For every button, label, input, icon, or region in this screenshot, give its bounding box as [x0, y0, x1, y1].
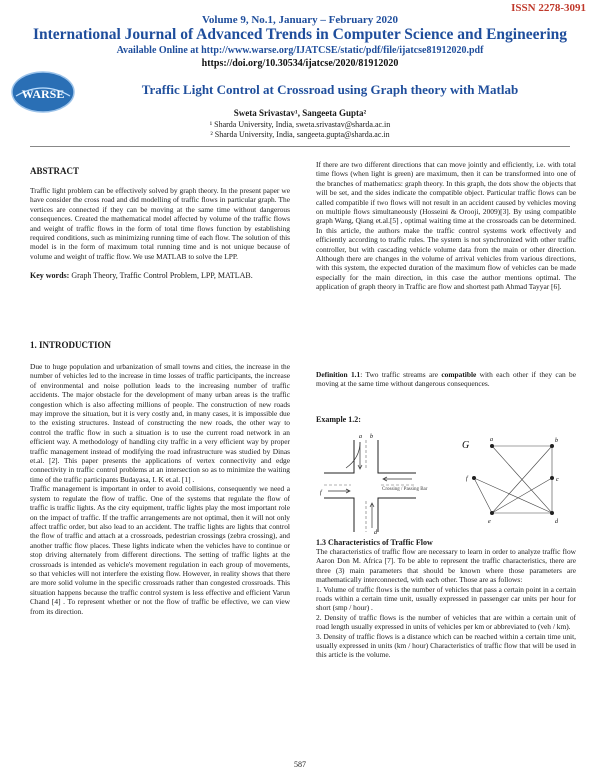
flow-label-d: d — [374, 530, 377, 536]
traffic-flow-item-3: 3. Density of traffic flows is a distance which can be reached within a certain time unit, usually expressed in units (km / hour) Characteristics of traffic flow that will be used in this article is the volume. — [316, 631, 576, 660]
doi-link[interactable]: https://doi.org/10.30534/ijatcse/2020/81912020 — [201, 58, 399, 69]
compatibility-graph — [462, 437, 559, 525]
definition-block — [316, 370, 576, 389]
introduction-section — [30, 340, 290, 616]
logo-text: WARSE — [21, 87, 65, 101]
right-column-text — [316, 160, 576, 292]
vertex-e: e — [488, 519, 491, 525]
keywords-text: Graph Theory, Traffic Control Problem, LPP, MATLAB. — [69, 271, 253, 281]
vertex-a: a — [490, 437, 493, 443]
intro-paragraph-2: Traffic management is important in order to avoid collisions, consequently we need a system to regulate the flow of traffic. One of the systems that regulate the flow of traffic is traffic lights. As the city equipment, traffic lights play the most important role on the impact of traffic. If the traffic arrangements are not optimal, then it will not only affect traffic order, but also lead to an accident. The traffic lights are lights that control the flow of traffic and attach at a crossroads, pedestrian crossings (zebra crossing), and another traffic flow places. These lights indicate when the vehicles have to continue or stop driving alternately from different directions. The setting of traffic lights at the crossroads is intended as vehicle's movement regulation in each group of movements, so that vehicles will not interfere the existing flow. However, in reality shows that there are more solid volume in the specific crossroads rather than congested crossroads. This situation happens because the traffic control system is less effective and efficient Varun Chand [4] . To represent whether or not the flow of traffic be effective, we can view from its direction. — [30, 484, 290, 616]
lane-markings — [324, 440, 416, 532]
affiliation-2: ² Sharda University, India, sangeeta.gupta@sharda.ac.in — [210, 130, 390, 139]
flow-label-b: b — [370, 434, 373, 440]
graph-vertices — [472, 444, 554, 515]
crossroad-figure — [316, 428, 580, 536]
keywords-line — [30, 271, 290, 281]
traffic-flow-heading: 1.3 Characteristics of Traffic Flow — [316, 538, 433, 547]
journal-title: International Journal of Advanced Trends in Computer Science and Engineering — [32, 26, 568, 43]
road-boundaries — [324, 440, 416, 532]
abstract-text: Traffic light problem can be effectively solved by graph theory. In the present paper we have consider the cross road and did modelling of traffic flows in particular graph. The vertices are connected if they can be moving at the same time without dangerous consequences. Created the mathematical model affected by volume of the traffic flows and weight of traffic flows in the form of total time flows function by establishing required conditions, such as minimizing running time of each flow. The solution of this model is in the form of maximum total running time and is not unique because of volume and weight of traffic flow. We use MATLAB to solve the LPP. — [30, 186, 290, 261]
vertex-d: d — [555, 519, 558, 525]
authors: Sweta Srivastav¹, Sangeeta Gupta² — [233, 108, 367, 118]
traffic-flow-section — [316, 538, 576, 660]
vertex-b: b — [555, 438, 558, 444]
definition-bold: compatible — [441, 370, 477, 379]
keywords-label: Key words: — [30, 271, 70, 281]
affiliation-1: ¹ Sharda University, India, sweta.srivastav@sharda.ac.in — [209, 120, 391, 129]
traffic-flow-intro: The characteristics of traffic flow are necessary to learn in order to analyze traffic flow Aaron Don M. Africa [7]. To be able to represent the traffic characteristics, there are three (3) main parameters that should be known where those parameters are mathematically interconnected, with each other. Those are as follows: — [316, 547, 576, 585]
definition-text-b: with each other if they can be moving at the same time without dangerous consequences. — [316, 370, 576, 389]
header-divider — [30, 146, 570, 147]
issn-label: ISSN 2278-3091 — [511, 2, 586, 14]
graph-edges — [474, 446, 552, 513]
example-label: Example 1.2: — [316, 415, 361, 424]
definition-text-a: : Two traffic streams are — [360, 370, 442, 379]
vertex-f: f — [466, 476, 468, 482]
vertex-c: c — [556, 477, 559, 483]
page-number: 587 — [294, 760, 306, 769]
introduction-heading: 1. INTRODUCTION — [30, 340, 112, 350]
flow-label-f: f — [320, 490, 322, 496]
flow-label-a: a — [359, 434, 362, 440]
graph-label: G — [462, 440, 470, 451]
available-online-link[interactable]: Available Online at http://www.warse.org/IJATCSE/static/pdf/file/ijatcse81912020.pdf — [116, 45, 484, 56]
paper-title: Traffic Light Control at Crossroad using Graph theory with Matlab — [141, 82, 519, 97]
volume-line: Volume 9, No.1, January – February 2020 — [201, 14, 399, 26]
abstract-heading: ABSTRACT — [30, 166, 80, 176]
definition-label: Definition 1.1 — [316, 370, 361, 379]
intro-paragraph-1: Due to huge population and urbanization of small towns and cities, the increase in the number of vehicles led to the increase in time losses of traffic participants, the increase of environmental and noise pollution leads to the increasing number of traffic accidents. The major obstacle for the development of many urban areas is the traffic congestion which is also affecting millions of people. The construction of new roads may improve the situation, but it is very costly and, in many cases, it is impossible due to the existing structures. Instead of constructing the new roads, the other way to control the traffic flow in such a situation is to use the current road network in an efficient way. A methodology of handling city traffic in a very efficient way by proper traffic management instead of modifying the road infrastructure was studied by Dinas et.al. [2]. This paper presents the applications of vertex connectivity and edge connectivity in traffic control problems at an intersection so as to minimize the waiting time of the traffic participants Budayasa, I. K et.al. [1] . — [30, 362, 290, 484]
abstract-section — [30, 166, 290, 281]
road-label: Crossing / Passing Bar — [382, 487, 428, 492]
traffic-flow-item-2: 2. Density of traffic flows is the number of vehicles that are within a certain unit of road length usually expressed in units of vehicles per km or abbreviated to (veh / km). — [316, 612, 576, 632]
right-paragraph-1: If there are two different directions that can move jointly and efficiently, i.e. with total time flows (when light is green) are maximum, then it can be transformed into one of the branches of mathematics: graph theory. In this graph, the dots show the objects that will be set, and the sides indicate the compatible object. Particular traffic flows can be called compatible if two flows will not result in an accident caused by vehicles moving on multiple flows simultaneously (Hosseini & Orooji, 2009)[3]. By using compatible graph Wang, Qiang et.al.[5] , optimal waiting time at the crossroads can be determined. In this article, the authors make the traffic control systems work effectively and efficiently according to traffic rules. The system is not synchronized with other traffic controller, but with cascading vehicle volume data from the main or other direction. Although there are changes in the volume of arrival vehicles from various directions, with this system, the expected duration of the maximum flow of vehicles can be made especially for the main direction, in this case the author mentions optimal. The application of graph theory in Traffic are flow and shortest path Ahmad Tayyar [6]. — [316, 160, 576, 292]
traffic-flow-item-1: 1. Volume of traffic flows is the number of vehicles that pass a certain point in a certain roads within a certain time unit, usually expressed in passenger car units per hour for short (smp / hour) . — [316, 584, 576, 613]
